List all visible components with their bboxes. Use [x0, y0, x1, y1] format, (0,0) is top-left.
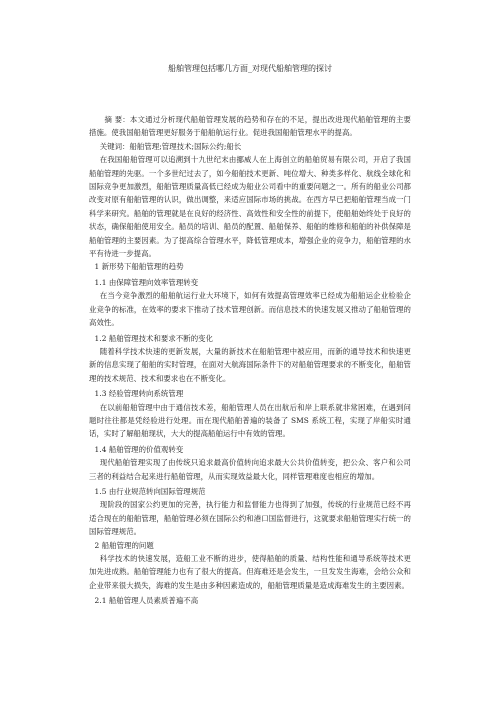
- paragraph-1-3: 在以前船舶管理中由于通信技术差，船舶管理人员在出航后和岸上联系就非常困难，在遇到问题时往往都是凭经验进行处理。而在现代船舶普遍的装备了 SMS 系统工程，实现了岸船实时通话，实时了解船舶现状，大大的提高船舶运行中有效的管理。: [89, 402, 411, 439]
- keywords-line: 关键词：船舶管理;管理技术;国际公约;船长: [99, 141, 242, 151]
- page-title: 船舶管理包括哪几方面_对现代船舶管理的探讨: [168, 64, 332, 73]
- section-heading-2: 2 船舶管理的问题: [94, 540, 154, 550]
- article-body: [89, 113, 411, 608]
- paragraph-1-5: 现阶段的国家公约更加的完善，执行能力和监督能力也得到了加强，传统的行业规范已经不再适合现在的船舶管理，船舶管理必须在国际公约和港口国监督进行，这就要求船舶管理实行统一的国际管理规范。: [89, 500, 411, 537]
- abstract-paragraph: 摘 要：本文通过分析现代船舶管理发展的趋势和存在的不足，提出改进现代船舶管理的主要措施。使我国船舶管理更好服务于船舶航运行业。促进我国船舶管理水平的提高。: [89, 115, 411, 138]
- subsection-heading-1-5: 1.5 由行业规范转向国际管理规范: [94, 486, 206, 496]
- paragraph-1-4: 现代船舶管理实现了由传统只追求最高价值转向追求最大公共价值转变，把公众、客户和公司三者的利益结合起来进行船舶管理，从而实现效益最大化，同样管理难度也相应的增加。: [89, 458, 411, 481]
- subsection-heading-2-1: 2.1 船舶管理人员素质普遍不高: [94, 596, 199, 606]
- intro-paragraph: 在我国船舶管理可以追溯到十九世纪末由挪威人在上海创立的船舶贸易有限公司，开启了我国船舶管理的先驱。一个多世纪过去了，如今船舶技术更新、吨位增大、种类多样化、航线全球化和国际竞争更加激烈，船舶管理质量高低已经成为船业公司看中的重要问题之一。所有的船业公司都改变对原有船舶管理的认识，做出调整，来适应国际市场的挑战。在西方早已把船舶管理当成一门科学来研究。船舶的管理就是在良好的经济性、高效性和安全性的前提下，使船舶始终处于良好的状态，确保船舶使用安全。船员的培训、船员的配置、船舶保养、船舶的维修和船舶的补供保障是船舶管理的主要因素。为了提高综合管理水平，降低管理成本，增强企业的竞争力，船舶管理的水平有待进一步提高。: [89, 155, 411, 259]
- subsection-heading-1-1: 1.1 由保障管理向效率管理转变: [94, 277, 199, 287]
- section-heading-1: 1 新形势下船舶管理的趋势: [94, 262, 184, 272]
- paragraph-1-2: 随着科学技术快速的更新发展，大量的新技术在船舶管理中被应用，而新的通导技术和快速更新的信息实现了船舶的实时管理，在面对大航海国际条件下的对船舶管理要求的不断变化，船舶管理的技术规范、技术和要求也在不断变化。: [89, 346, 411, 383]
- paragraph-1-1: 在当今竞争激烈的船舶航运行业大环境下，如何有效提高管理效率已经成为船舶运企业检验企业竞争的标准，在效率的要求下推动了技术管理创新。而信息技术的快速发展又推动了船舶管理的高效性。: [89, 291, 411, 328]
- subsection-heading-1-4: 1.4 船舶管理的价值观转变: [94, 444, 184, 454]
- subsection-heading-1-3: 1.3 经验管理转向系统管理: [94, 389, 184, 399]
- paragraph-2: 科学技术的快速发展，造船工业不断的进步，使得船舶的质量、结构性能和通导系统等技术更加先进成熟。船舶管理能力也有了很大的提高。但海难还是会发生，一旦发发生海难，会给公众和企业带来很大损失，海难的发生是由多种因素造成的，船舶管理质量是造成海难发生的主要因素。: [89, 554, 411, 590]
- subsection-heading-1-2: 1.2 船舶管理技术和要求不断的变化: [94, 333, 214, 343]
